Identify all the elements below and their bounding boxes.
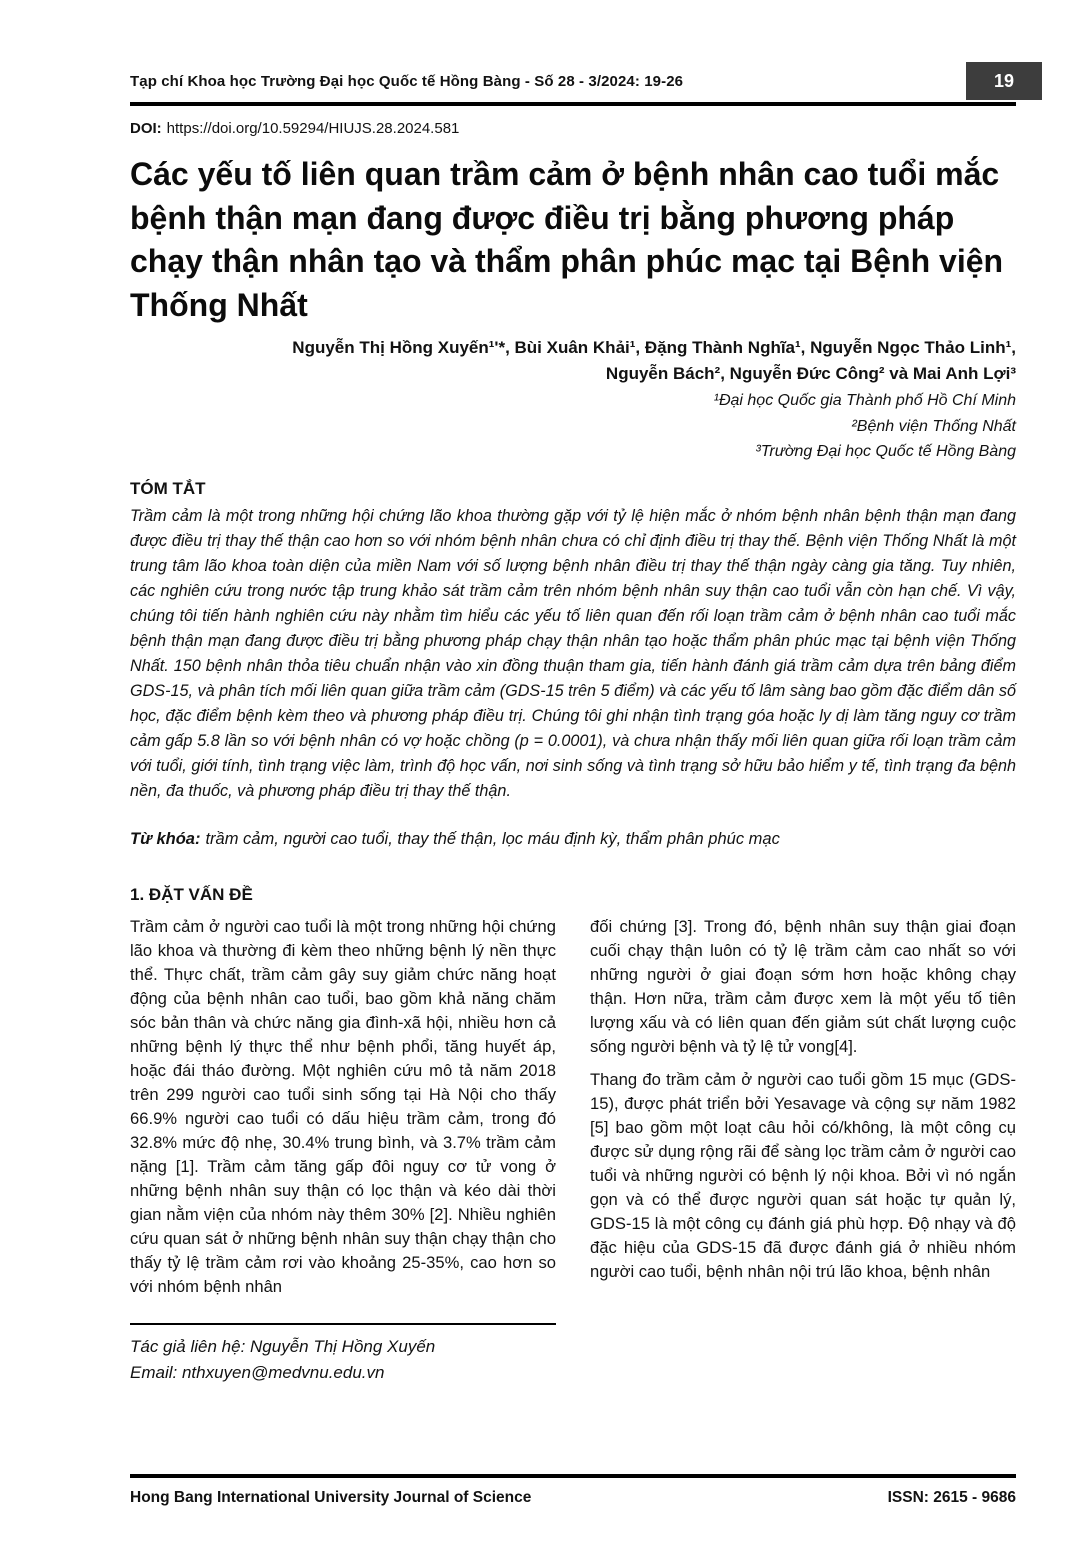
section-1-heading: 1. ĐẶT VẤN ĐỀ: [130, 884, 253, 904]
contact-block: [130, 1334, 1016, 1387]
keywords-label: Từ khóa:: [130, 829, 201, 848]
page-header: [130, 62, 1016, 100]
contact-divider: [130, 1323, 556, 1325]
abstract-heading: TÓM TẮT: [130, 478, 206, 498]
footer-rule: [130, 1474, 1016, 1478]
doi-link[interactable]: https://doi.org/10.59294/HIUJS.28.2024.581: [166, 120, 460, 137]
page-number-badge: 19: [966, 62, 1042, 100]
column-right: [590, 915, 1016, 1299]
doi-label: DOI:: [130, 120, 162, 137]
header-rule: [130, 102, 1016, 106]
keywords-text: trầm cảm, người cao tuổi, thay thế thận, lọc máu định kỳ, thẩm phân phúc mạc: [205, 829, 780, 848]
abstract-body: Trầm cảm là một trong những hội chứng lão khoa thường gặp với tỷ lệ hiện mắc ở nhóm bệnh nhân bệnh thận mạn đang được điều trị thay thế thận cao hơn so với nhóm bệnh nhân chưa có chỉ định điều trị thay thế. Bệnh viện Thống Nhất là một trung tâm lão khoa toàn diện của miền Nam với số lượng bệnh nhân điều trị thay thế thận ngày càng gia tăng. Tuy nhiên, các nghiên cứu trong nước tập trung khảo sát trầm cảm trên nhóm bệnh nhân suy thận cao tuổi vẫn còn hạn chế. Vì vậy, chúng tôi tiến hành nghiên cứu này nhằm tìm hiểu các yếu tố liên quan đến rối loạn trầm cảm ở bệnh nhân cao tuổi mắc bệnh thận mạn đang được điều trị bằng phương pháp chạy thận nhân tạo hoặc thẩm phân phúc mạc tại bệnh viện Thống Nhất. 150 bệnh nhân thỏa tiêu chuẩn nhận vào xin đồng thuận tham gia, tiến hành đánh giá trầm cảm dựa trên bảng điểm GDS-15, và phân tích mối liên quan giữa trầm cảm (GDS-15 trên 5 điểm) và các yếu tố lâm sàng bao gồm đặc điểm dân số học, đặc điểm bệnh kèm theo và phương pháp điều trị. Chúng tôi ghi nhận tình trạng góa hoặc ly dị làm tăng nguy cơ trầm cảm gấp 5.8 lần so với bệnh nhân có vợ hoặc chồng (p = 0.0001), và chưa nhận thấy mối liên quan giữa rối loạn trầm cảm với tuổi, giới tính, tình trạng việc làm, trình độ học vấn, nơi sinh sống và tình trạng sở hữu bảo hiểm y tế, tình trạng đa bệnh nền, đa thuốc, và phương pháp điều trị thay thế thận.: [130, 506, 1016, 800]
authors-line-1: Nguyễn Thị Hồng Xuyến¹'*, Bùi Xuân Khải¹, Đặng Thành Nghĩa¹, Nguyễn Ngọc Thảo Linh¹,: [292, 338, 1016, 358]
footer-issn: ISSN: 2615 - 9686: [887, 1489, 1016, 1506]
doi-row: [130, 120, 1016, 137]
contact-email-line[interactable]: Email: nthxuyen@medvnu.edu.vn: [130, 1363, 385, 1383]
right-column-paragraph-1: đối chứng [3]. Trong đó, bệnh nhân suy thận giai đoạn cuối chạy thận luôn có tỷ lệ trầm cảm cao nhất so với những người ở giai đoạn sớm hơn hoặc không chạy thận. Hơn nữa, trầm cảm được xem là một yếu tố tiên lượng xấu và có liên quan đến giảm sút chất lượng cuộc sống người bệnh và tỷ lệ tử vong[4].: [590, 916, 1016, 1056]
footer-journal-name: Hong Bang International University Journal of Science: [130, 1489, 532, 1506]
footer-block: [130, 1474, 1016, 1507]
article-title: Các yếu tố liên quan trầm cảm ở bệnh nhân cao tuổi mắc bệnh thận mạn đang được điều trị bằng phương pháp chạy thận nhân tạo và thẩm phân phúc mạc tại Bệnh viện Thống Nhất: [130, 156, 1004, 323]
affiliation-2: ²Bệnh viện Thống Nhất: [851, 417, 1016, 435]
authors-block: [130, 335, 1016, 386]
footer-row: [130, 1489, 1016, 1507]
affiliations-block: [130, 388, 1016, 465]
contact-author-line: Tác giả liên hệ: Nguyễn Thị Hồng Xuyến: [130, 1336, 436, 1356]
left-column-paragraph: Trầm cảm ở người cao tuổi là một trong những hội chứng lão khoa và thường đi kèm theo những bệnh lý nền thực thể. Thực chất, trầm cảm gây suy giảm chức năng hoạt động của bệnh nhân cao tuổi, bao gồm khả năng chăm sóc bản thân và chức năng gia đình-xã hội, nhiều hơn cả những bệnh lý thực thể như bệnh phổi, tăng huyết áp, hoặc đái tháo đường. Một nghiên cứu mô tả năm 2018 trên 299 người cao tuổi sinh sống tại Hà Nội cho thấy 66.9% người cao tuổi có dấu hiệu trầm cảm, trong đó 32.8% mức độ nhẹ, 30.4% trung bình, và 3.7% trầm cảm nặng [1]. Trầm cảm tăng gấp đôi nguy cơ tử vong ở những bệnh nhân suy thận có lọc thận và kéo dài thời gian nằm viện của nhóm này thêm 30% [2]. Nhiều nghiên cứu quan sát ở những bệnh nhân suy thận chạy thận cho thấy tỷ lệ trầm cảm rơi vào khoảng 25-35%, cao hơn so với nhóm bệnh nhân: [130, 916, 556, 1296]
journal-title: Tạp chí Khoa học Trường Đại học Quốc tế Hồng Bàng - Số 28 - 3/2024: 19-26: [130, 72, 684, 90]
authors-line-2: Nguyễn Bách², Nguyễn Đức Công² và Mai Anh Lợi³: [605, 363, 1016, 383]
body-columns: [130, 915, 1016, 1299]
keywords-row: [130, 830, 1016, 849]
affiliation-1: ¹Đại học Quốc gia Thành phố Hồ Chí Minh: [713, 392, 1016, 410]
right-column-paragraph-2: Thang đo trầm cảm ở người cao tuổi gồm 15 mục (GDS-15), được phát triển bởi Yesavage và cộng sự năm 1982 [5] bao gồm một loạt câu hỏi có/không, là một công cụ được sử dụng rộng rãi để sàng lọc trầm cảm ở người cao tuổi và những người có bệnh lý nội khoa. Bởi vì nó ngắn gọn và có thể được người quan sát hoặc tự quản lý, GDS-15 là một công cụ đánh giá phù hợp. Độ nhạy và độ đặc hiệu của GDS-15 đã được đánh giá ở nhiều nhóm người cao tuổi, bệnh nhân nội trú lão khoa, bệnh nhân: [590, 1069, 1016, 1281]
column-left: [130, 915, 556, 1299]
affiliation-3: ³Trường Đại học Quốc tế Hồng Bàng: [755, 443, 1016, 461]
